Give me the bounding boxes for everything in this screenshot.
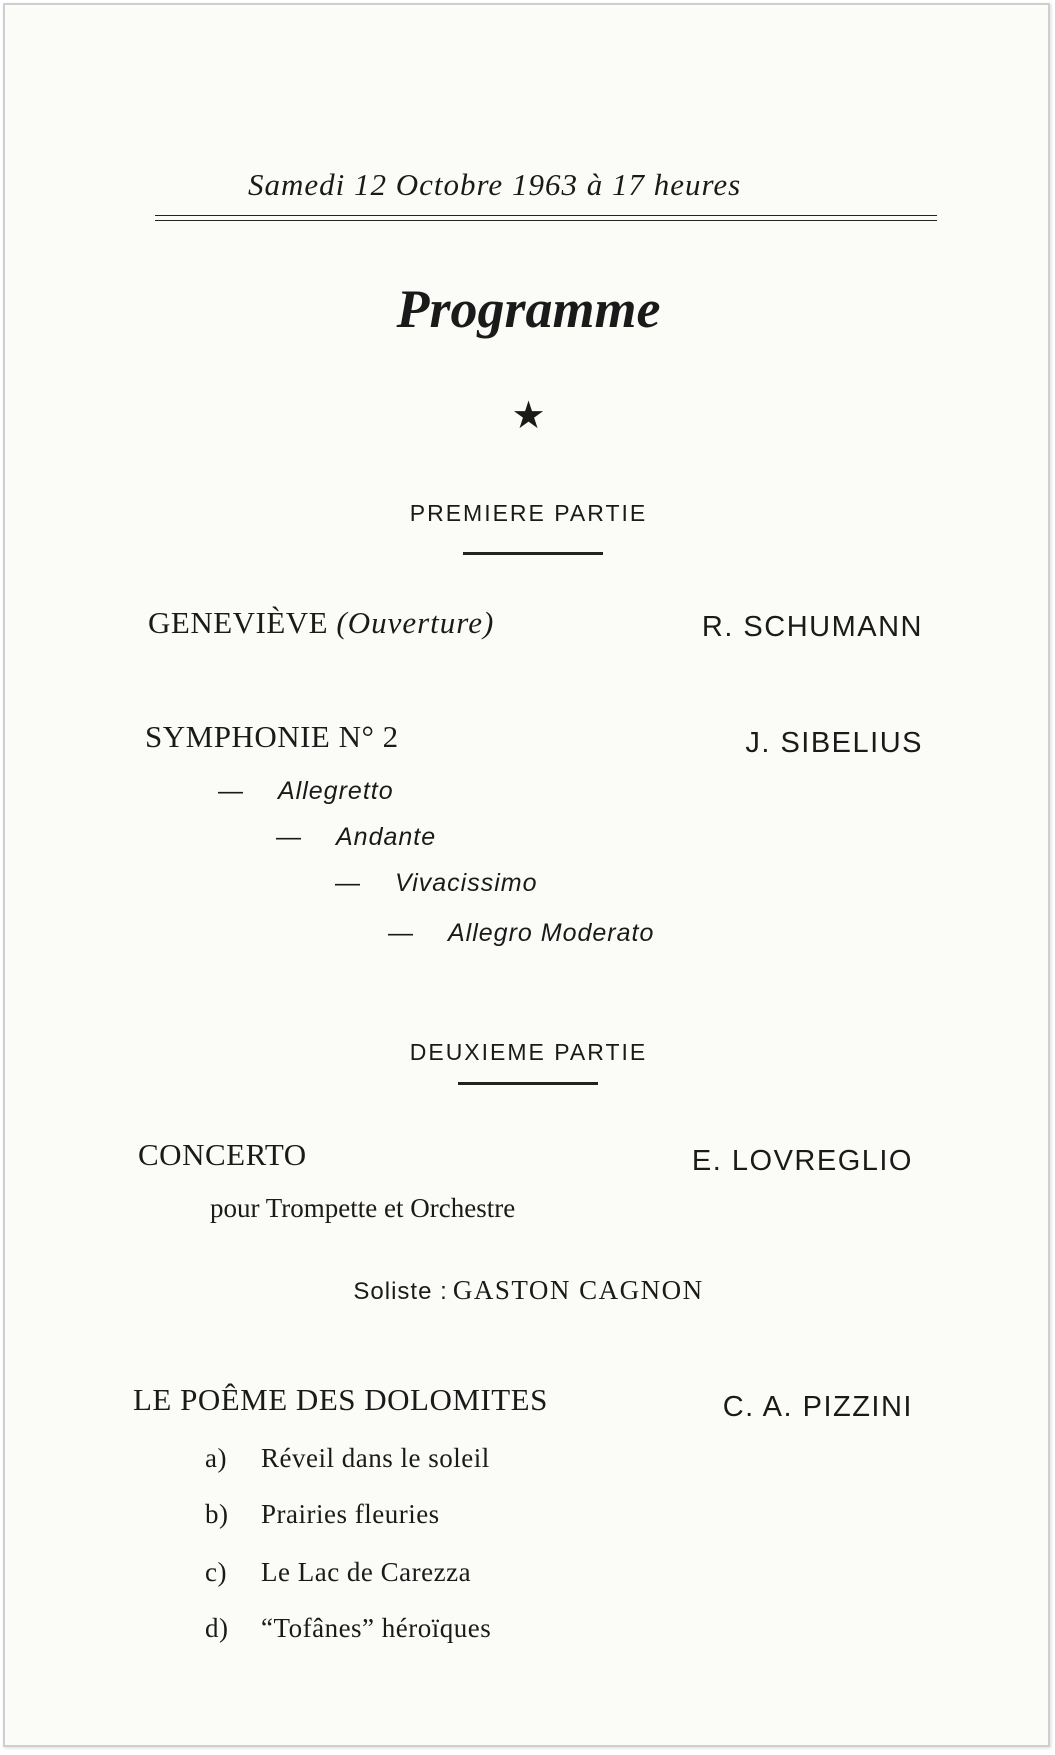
- composer-schumann: R. SCHUMANN: [701, 611, 923, 643]
- star-icon: ★: [511, 393, 546, 437]
- section-rule-part2: [458, 1082, 598, 1085]
- soloist-name: GASTON CAGNON: [452, 1275, 704, 1305]
- work-title-genevieve: [148, 605, 494, 641]
- section-rule-part1: [463, 552, 603, 555]
- part-text: Réveil dans le soleil: [261, 1443, 490, 1473]
- part-letter: b): [205, 1499, 229, 1529]
- part-text: Le Lac de Carezza: [261, 1557, 472, 1587]
- composer-lovreglio: E. LOVREGLIO: [691, 1145, 913, 1177]
- dolomites-part-c: [205, 1557, 471, 1588]
- soloist-line: [5, 1275, 1052, 1306]
- movement-label: Andante: [336, 823, 437, 851]
- dolomites-part-a: [205, 1443, 490, 1474]
- part-letter: a): [205, 1443, 227, 1473]
- date-underline-bottom: [155, 220, 937, 221]
- concert-date: Samedi 12 Octobre 1963 à 17 heures: [248, 167, 742, 202]
- movement-1: [218, 777, 394, 806]
- program-title: Programme: [396, 279, 661, 339]
- work-title-dolomites: LE POÊME DES DOLOMITES: [133, 1382, 548, 1417]
- part-text: “Tofânes” héroïques: [261, 1613, 492, 1643]
- composer-pizzini: C. A. PIZZINI: [722, 1391, 913, 1423]
- movement-label: Vivacissimo: [395, 869, 538, 897]
- movement-dash: —: [335, 869, 361, 897]
- movement-label: Allegro Moderato: [448, 919, 655, 947]
- section-heading-part1: PREMIERE PARTIE: [409, 500, 648, 526]
- part-letter: d): [205, 1613, 229, 1643]
- movement-dash: —: [388, 919, 414, 947]
- program-page: [3, 3, 1050, 1747]
- soloist-label: Soliste :: [353, 1278, 448, 1305]
- section-heading-part2: DEUXIEME PARTIE: [409, 1039, 648, 1065]
- movement-3: [335, 869, 538, 898]
- part-letter: c): [205, 1557, 227, 1587]
- work-subtitle-concerto: pour Trompette et Orchestre: [210, 1193, 516, 1223]
- movement-dash: —: [276, 823, 302, 851]
- work-title-symphonie: SYMPHONIE N° 2: [145, 719, 399, 754]
- movement-4: [388, 919, 654, 948]
- work-title-concerto: CONCERTO: [138, 1137, 307, 1172]
- work-title: GENEVIÈVE: [148, 605, 329, 640]
- date-underline-top: [155, 215, 937, 216]
- dolomites-part-b: [205, 1499, 440, 1530]
- work-subtitle: (Ouverture): [336, 605, 495, 640]
- dolomites-part-d: [205, 1613, 491, 1644]
- movement-2: [276, 823, 436, 852]
- composer-sibelius: J. SIBELIUS: [745, 727, 923, 759]
- movement-dash: —: [218, 777, 244, 805]
- movement-label: Allegretto: [278, 777, 394, 805]
- part-text: Prairies fleuries: [261, 1499, 440, 1529]
